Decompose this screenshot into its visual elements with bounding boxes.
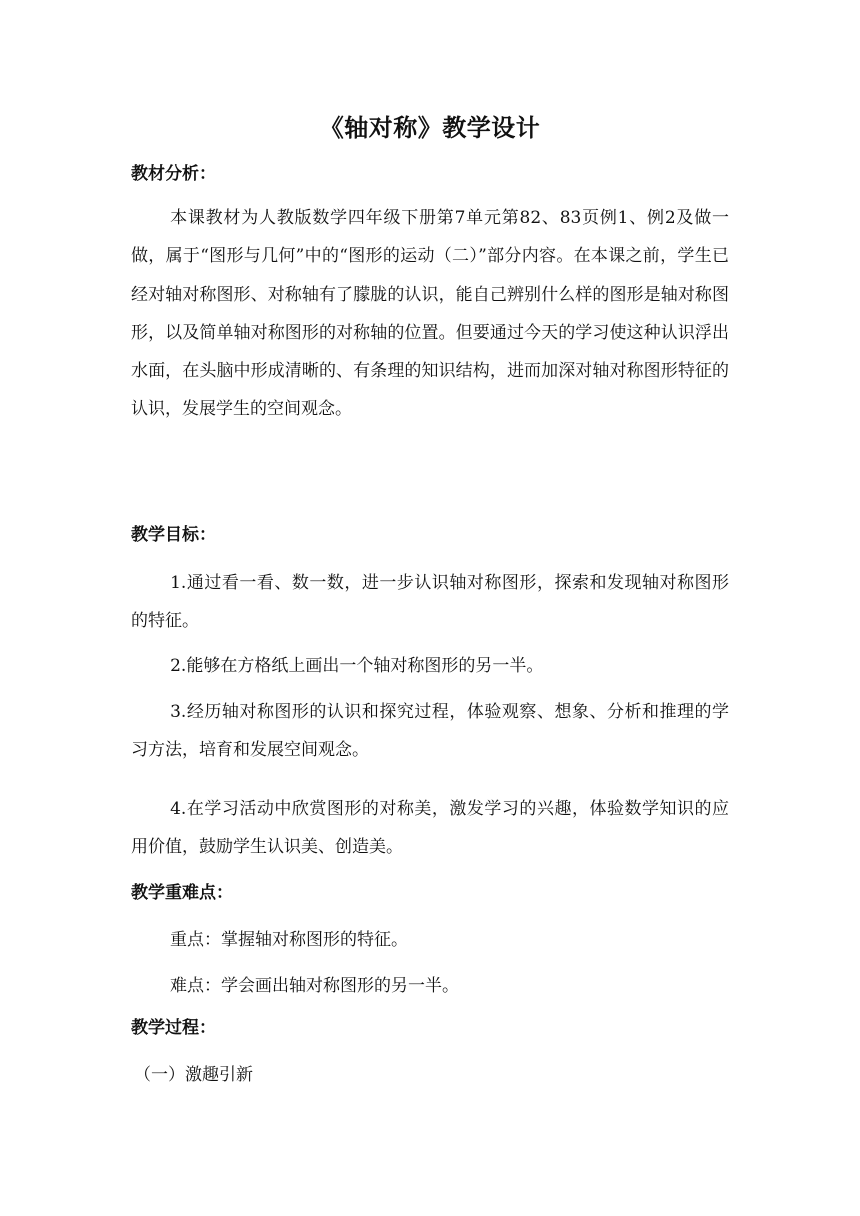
key-point: 重点：掌握轴对称图形的特征。 [170,930,408,950]
material-paragraph: 本课教材为人教版数学四年级下册第7单元第82、83页例1、例2及做一做，属于“图形与几何”中的“图形的运动（二）”部分内容。在本课之前，学生已经对轴对称图形、对称轴有了朦胧的认识，能自己辨别什么样的图形是轴对称图形，以及简单轴对称图形的对称轴的位置。但要通过今天的学习使这种认识浮出水面，在头脑中形成清晰的、有条理的知识结构，进而加深对轴对称图形特征的认识，发展学生的空间观念。 [131,208,729,420]
section-heading-process: 教学过程： [131,1018,216,1038]
section-heading-key-points: 教学重难点： [131,883,233,903]
goal-item-2: 2.能够在方格纸上画出一个轴对称图形的另一半。 [170,656,544,676]
goal-item-1: 1.通过看一看、数一数，进一步认识轴对称图形，探索和发现轴对称图形的特征。 [131,573,729,632]
goal-item-3: 3.经历轴对称图形的认识和探究过程，体验观察、想象、分析和推理的学习方法，培育和发展空间观念。 [131,702,729,761]
page-title: 《轴对称》教学设计 [319,114,541,142]
section-heading-material: 教材分析： [131,164,216,184]
section-heading-goals: 教学目标： [131,525,216,545]
goal-item-4: 4.在学习活动中欣赏图形的对称美，激发学习的兴趣，体验数学知识的应用价值，鼓励学生认识美、创造美。 [131,799,729,858]
difficult-point: 难点：学会画出轴对称图形的另一半。 [170,976,459,996]
process-step-1: （一）激趣引新 [134,1065,253,1085]
